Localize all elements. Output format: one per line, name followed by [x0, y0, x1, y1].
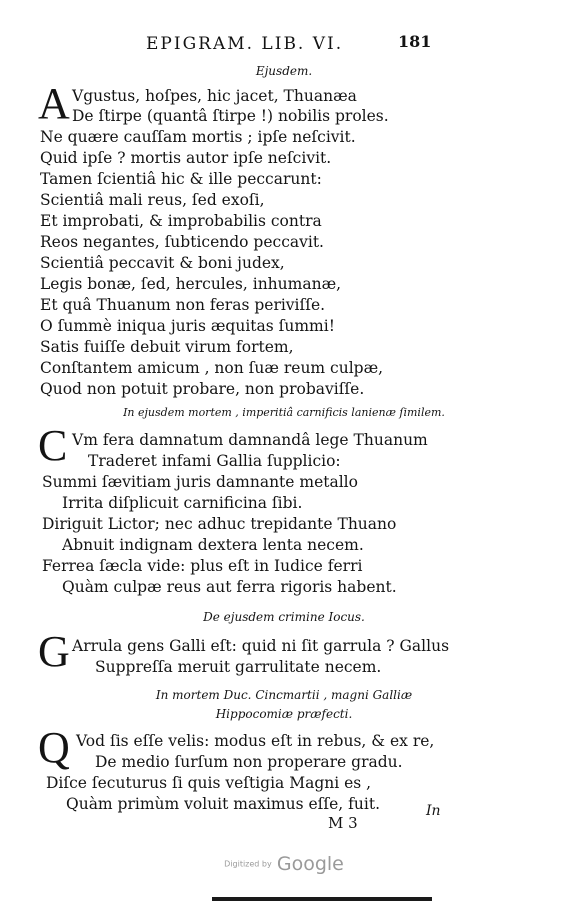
- poem1-line: Ne quære cauſſam mortis ; ipſe neſcivit.: [40, 128, 356, 146]
- poem2-line: Summi ſævitiam juris damnante metallo: [42, 473, 358, 491]
- signature-mark: M 3: [328, 814, 358, 832]
- poem2-line: Abnuit indignam dextera lenta necem.: [62, 536, 364, 554]
- poem1-heading: Ejusdem.: [255, 64, 313, 78]
- poem3-drop-cap: G: [38, 627, 70, 676]
- poem1-line: Legis bonæ, ſed, hercules, inhumanæ,: [40, 275, 342, 293]
- poem4-heading-line1: In mortem Duc. Cincmartii , magni Galliæ: [155, 688, 413, 702]
- poem4-line: De medio ſurſum non properare gradu.: [95, 753, 403, 771]
- running-title: EPIGRAM. LIB. VI.: [146, 34, 344, 54]
- poem3-heading: De ejusdem crimine Iocus.: [203, 610, 365, 624]
- poem1-drop-cap: A: [38, 79, 70, 128]
- page-number: 181: [398, 32, 432, 51]
- poem4-line: Quàm primùm voluit maximus eſſe, fuit.: [66, 795, 380, 813]
- poem3-line: Arrula gens Galli eſt: quid ni ſit garrula ? Gallus: [72, 637, 450, 655]
- poem2-line: Diriguit Lictor; nec adhuc trepidante Thuano: [42, 515, 397, 533]
- digitization-watermark: [0, 853, 568, 875]
- catchword: In: [426, 803, 441, 819]
- poem1-line: De ſtirpe (quantâ ſtirpe !) nobilis proles.: [72, 107, 389, 125]
- poem2-line: Irrita diſplicuit carnificina ſibi.: [62, 494, 303, 512]
- poem1-line: Conſtantem amicum , non ſuæ reum culpæ,: [40, 359, 384, 377]
- poem2-drop-cap: C: [38, 421, 68, 470]
- poem2-line: Vm fera damnatum damnandâ lege Thuanum: [72, 431, 428, 449]
- watermark-prefix: Digitized by: [224, 859, 272, 869]
- poem1-line: Scientiâ mali reus, ſed exoſi,: [40, 191, 265, 209]
- poem1-line: Tamen ſcientiâ hic & ille peccarunt:: [40, 170, 322, 188]
- poem2-heading: In ejusdem mortem , imperitiâ carnificis lanienæ ſimilem.: [123, 406, 445, 419]
- poem4-line: Diſce ſecuturus ſi quis veſtigia Magni es ,: [46, 774, 372, 792]
- poem1-line: Reos negantes, ſubticendo peccavit.: [40, 233, 324, 251]
- poem1-line: Quid ipſe ? mortis autor ipſe neſcivit.: [40, 149, 332, 167]
- poem2-line: Traderet infami Gallia ſupplicio:: [88, 452, 341, 470]
- poem3-line: Suppreſſa meruit garrulitate necem.: [95, 658, 382, 676]
- poem2-line: Ferrea ſæcla vide: plus eſt in Iudice ferri: [42, 557, 363, 575]
- poem1-line: Et quâ Thuanum non feras periviſſe.: [40, 296, 326, 314]
- watermark-brand: Google: [276, 853, 344, 875]
- poem1-line: Vgustus, hoſpes, hic jacet, Thuanæa: [72, 87, 357, 105]
- poem1-line: Quod non potuit probare, non probaviſſe.: [40, 380, 365, 398]
- poem4-line: Vod ſis eſſe velis: modus eſt in rebus, & ex re,: [76, 732, 435, 750]
- poem2-line: Quàm culpæ reus aut ferra rigoris habent.: [62, 578, 397, 596]
- poem1-line: Scientiâ peccavit & boni judex,: [40, 254, 285, 272]
- poem1-line: O ſummè iniqua juris æquitas ſummi!: [40, 317, 335, 335]
- poem1-line: Et improbati, & improbabilis contra: [40, 212, 322, 230]
- page-edge-bar: [212, 897, 432, 901]
- poem4-drop-cap: Q: [38, 723, 70, 772]
- poem1-line: Satis fuiſſe debuit virum fortem,: [40, 338, 294, 356]
- poem4-heading-line2: Hippocomiæ præfecti.: [215, 707, 353, 721]
